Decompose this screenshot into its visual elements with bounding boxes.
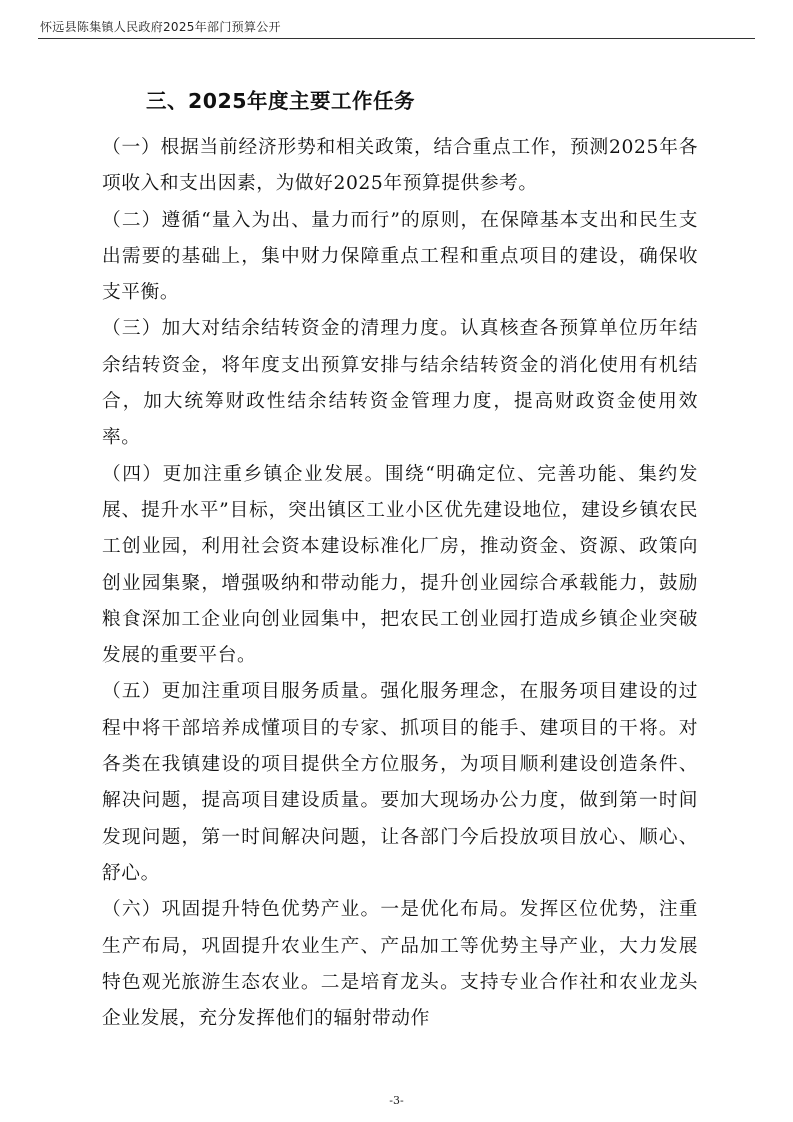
page-number: -3- — [389, 1094, 404, 1107]
header-divider — [38, 38, 755, 39]
paragraph-3: （三）加大对结余结转资金的清理力度。认真核查各预算单位历年结余结转资金，将年度支出预算安排与结余结转资金的消化使用有机结合，加大统筹财政性结余结转资金管理力度，提高财政资金使用效率。 — [102, 318, 698, 449]
paragraph-5: （五）更加注重项目服务质量。强化服务理念，在服务项目建设的过程中将干部培养成懂项目的专家、抓项目的能手、建项目的干将。对各类在我镇建设的项目提供全方位服务，为项目顺利建设创造条件、解决问题，提高项目建设质量。要加大现场办公力度，做到第一时间发现问题，第一时间解决问题，让各部门今后投放项目放心、顺心、舒心。 — [102, 681, 698, 884]
section-title: 三、2025年度主要工作任务 — [146, 89, 416, 113]
document-header-title: 怀远县陈集镇人民政府2025年部门预算公开 — [40, 20, 281, 34]
paragraph-2: （二）遵循“量入为出、量力而行”的原则，在保障基本支出和民生支出需要的基础上，集中财力保障重点工程和重点项目的建设，确保收支平衡。 — [102, 209, 698, 304]
paragraph-1: （一）根据当前经济形势和相关政策，结合重点工作，预测2025年各项收入和支出因素，为做好2025年预算提供参考。 — [102, 137, 698, 195]
document-body — [102, 130, 698, 1037]
paragraph-6: （六）巩固提升特色优势产业。一是优化布局。发挥区位优势，注重生产布局，巩固提升农业生产、产品加工等优势主导产业，大力发展特色观光旅游生态农业。二是培育龙头。支持专业合作社和农业龙头企业发展，充分发挥他们的辐射带动作 — [102, 899, 698, 1030]
paragraph-4: （四）更加注重乡镇企业发展。围绕“明确定位、完善功能、集约发展、提升水平”目标，突出镇区工业小区优先建设地位，建设乡镇农民工创业园，利用社会资本建设标准化厂房，推动资金、资源、政策向创业园集聚，增强吸纳和带动能力，提升创业园综合承载能力，鼓励粮食深加工企业向创业园集中，把农民工创业园打造成乡镇企业突破发展的重要平台。 — [102, 463, 698, 667]
